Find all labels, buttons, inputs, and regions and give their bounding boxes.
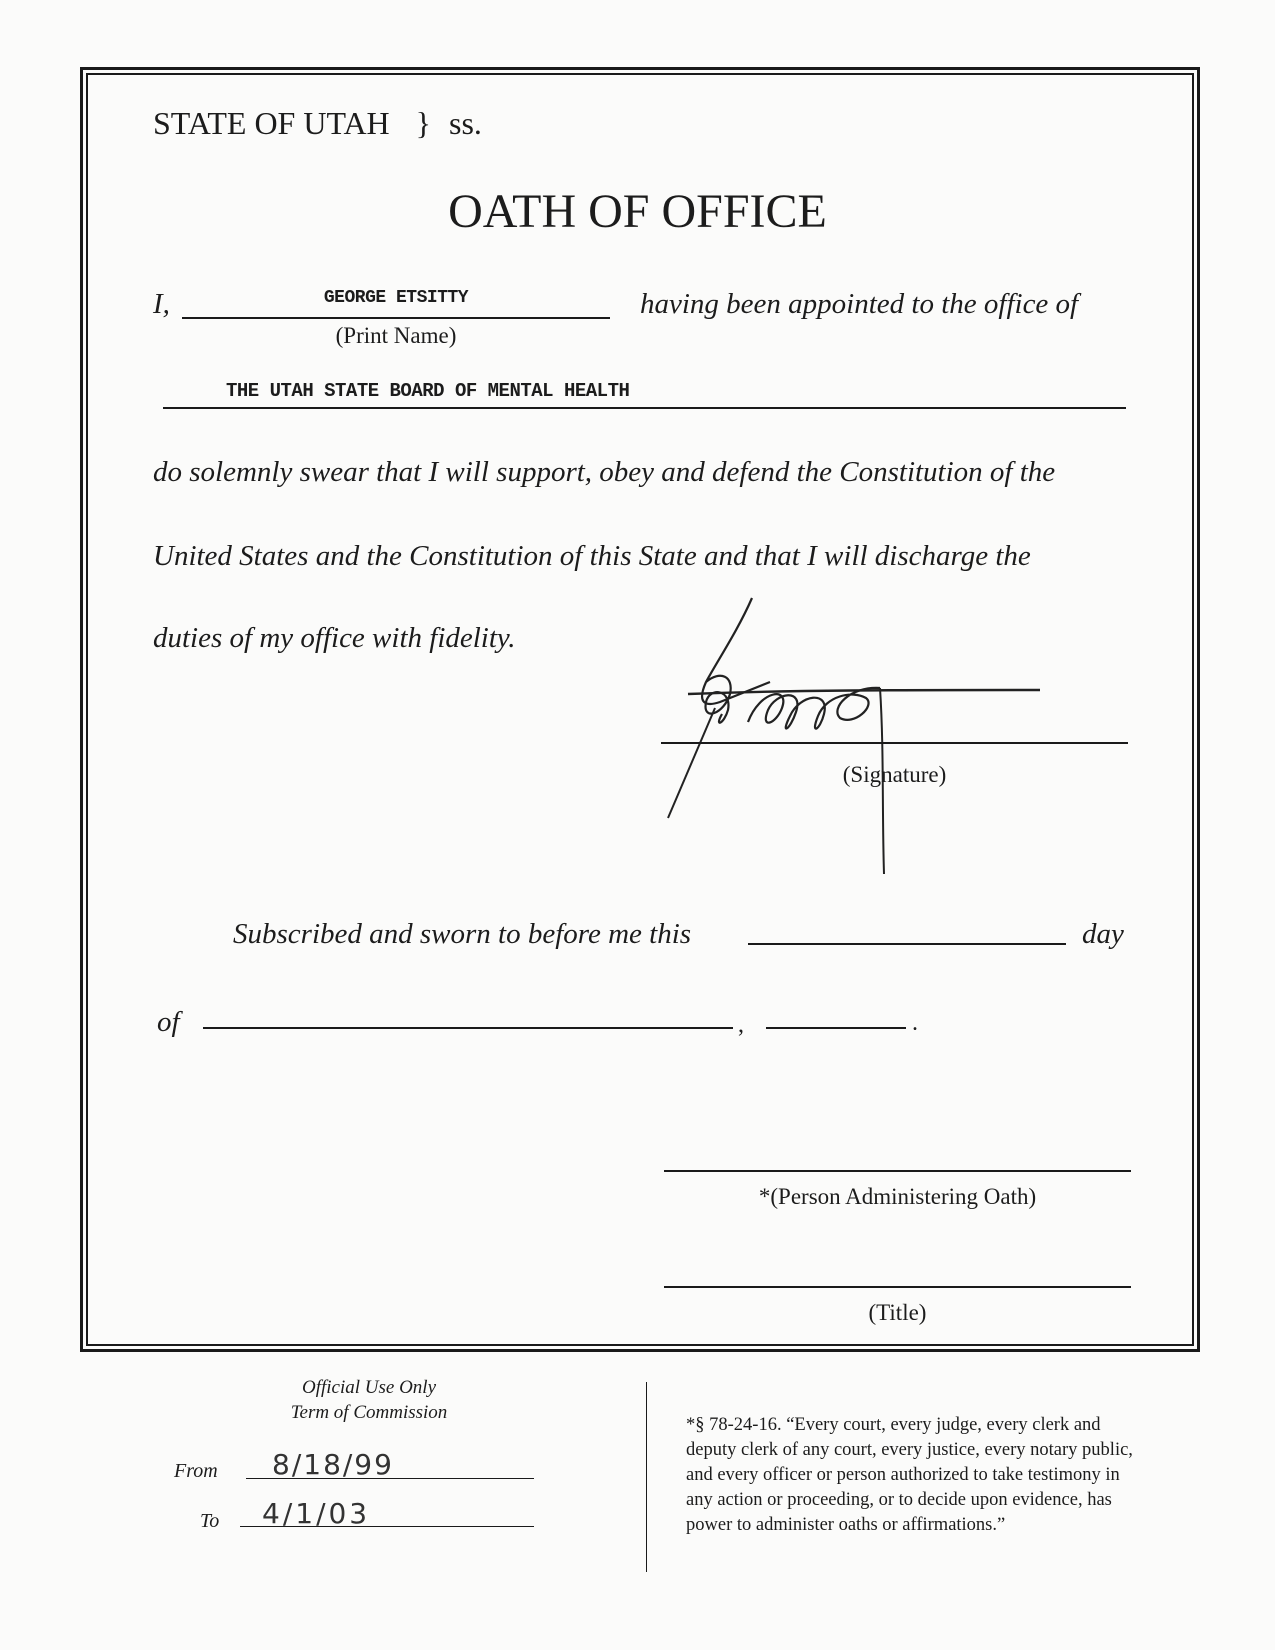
footer-divider [646,1382,647,1572]
from-line [246,1478,534,1479]
page-title: OATH OF OFFICE [448,185,827,238]
signature-label: (Signature) [842,762,947,787]
from-value: 8/18/99 [272,1448,394,1481]
oath-pronoun: I, [153,288,170,320]
footnote [686,1413,1133,1538]
footnote-line-2: deputy clerk of any court, every justice, every notary public, [686,1440,1133,1460]
print-name-label: (Print Name) [335,323,457,348]
state-heading [153,105,482,142]
bracket: } [415,105,432,141]
sworn-period: . [912,1010,918,1036]
from-label: From [174,1460,218,1482]
to-value: 4/1/03 [262,1497,371,1530]
to-label: To [200,1510,220,1532]
ss-abbrev: ss. [449,105,482,141]
office-value: THE UTAH STATE BOARD OF MENTAL HEALTH [226,380,630,402]
term-heading: Term of Commission [290,1402,448,1423]
sworn-comma: , [738,1012,744,1038]
state-name: STATE OF UTAH [153,105,390,141]
title-label: (Title) [868,1300,927,1325]
sworn-year-line [766,1027,906,1029]
signature-scribble [640,590,1040,880]
print-name-line [182,317,610,319]
print-name-value: GEORGE ETSITTY [323,288,469,308]
oath-line-1: do solemnly swear that I will support, obey and defend the Constitution of the [153,456,1056,488]
footnote-line-4: any action or proceeding, or to decide upon evidence, has [686,1490,1112,1510]
office-line [163,407,1126,409]
administering-line [664,1170,1131,1172]
to-line [240,1526,534,1527]
sworn-day-line [748,943,1066,945]
oath-line-3: duties of my office with fidelity. [153,622,516,654]
sworn-month-line [203,1027,733,1029]
appointed-text: having been appointed to the office of [640,288,1079,320]
sworn-of: of [157,1006,180,1038]
official-heading: Official Use Only [301,1377,437,1398]
signature-line [661,742,1128,744]
sworn-text: Subscribed and sworn to before me this [233,918,692,950]
oath-line-2: United States and the Constitution of this State and that I will discharge the [153,540,1031,572]
footnote-line-5: power to administer oaths or affirmations.” [686,1515,1006,1535]
title-line [664,1286,1131,1288]
footnote-line-1: *§ 78-24-16. “Every court, every judge, every clerk and [686,1415,1101,1435]
sworn-day: day [1082,918,1124,950]
footnote-line-3: and every officer or person authorized to take testimony in [686,1465,1120,1485]
administering-label: *(Person Administering Oath) [758,1184,1037,1209]
